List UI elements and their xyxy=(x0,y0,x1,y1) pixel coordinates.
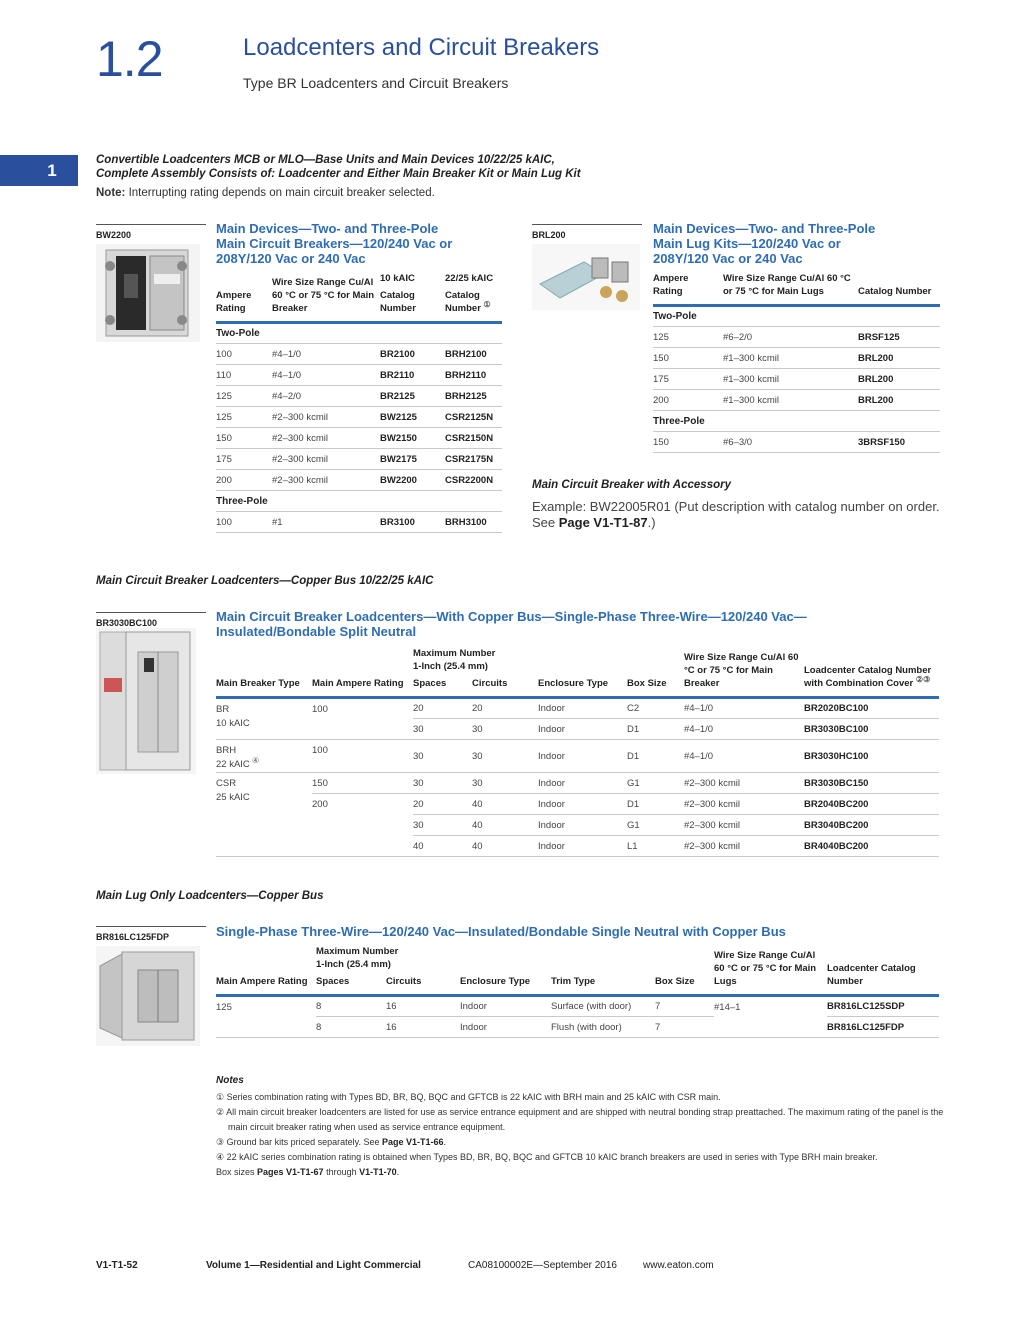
table-row xyxy=(216,740,939,773)
col-22kaic-sub xyxy=(445,289,498,315)
table1-group-three-pole xyxy=(216,491,502,512)
table1-title-line2: Main Circuit Breakers—120/240 Vac or xyxy=(216,236,453,251)
col-max-number-label: Maximum Number 1-Inch (25.4 mm) xyxy=(413,648,496,672)
section2-title xyxy=(216,609,807,639)
breaker-type-cell xyxy=(216,773,312,857)
accessory-text xyxy=(532,499,942,531)
page-title: Loadcenters and Circuit Breakers xyxy=(243,34,600,61)
group-label: Three-Pole xyxy=(216,491,502,512)
col-10kaic-label: 10 kAIC xyxy=(380,273,415,284)
enclosure-cell: Indoor xyxy=(460,996,551,1017)
ampere-cell: 100 xyxy=(216,344,272,365)
ampere-cell: 150 xyxy=(312,773,413,794)
col-wire: Wire Size Range Cu/Al 60 °C or 75 °C for Main Breaker xyxy=(272,272,380,323)
ampere-cell: 150 xyxy=(653,432,723,453)
enclosure-cell: Indoor xyxy=(460,1017,551,1038)
box-size-cell: D1 xyxy=(627,794,684,815)
notes-heading: Notes xyxy=(216,1075,244,1086)
table1-title-line3: 208Y/120 Vac or 240 Vac xyxy=(216,251,366,266)
col-22kaic xyxy=(445,272,502,323)
col-ampere: Ampere Rating xyxy=(653,272,723,306)
accessory-text-part1: Example: BW22005R01 (Put description with catalog number on order. See xyxy=(532,499,940,530)
table1-title xyxy=(216,221,452,266)
wire-cell: #2–300 kcmil xyxy=(684,773,804,794)
col-max-number xyxy=(316,945,460,996)
note-4: ④ 22 kAIC series combination rating is obtained when Types BD, BR, BQ, BQC and GFTCB 10 kAIC branch breakers are used in series with Type BRH main breaker. xyxy=(216,1152,878,1162)
catalog-22kaic-cell: CSR2175N xyxy=(445,449,502,470)
table2 xyxy=(653,272,940,453)
catalog-10kaic-cell: BW2200 xyxy=(380,470,445,491)
spaces-cell: 30 xyxy=(413,815,472,836)
wire-cell: #4–1/0 xyxy=(272,365,380,386)
circuits-cell: 40 xyxy=(472,815,538,836)
ampere-cell: 125 xyxy=(216,996,316,1038)
footer-volume xyxy=(206,1260,421,1271)
table-row xyxy=(216,794,939,815)
box-sizes-link-2[interactable]: V1-T1-70 xyxy=(359,1167,397,1177)
ampere-cell: 100 xyxy=(312,740,413,773)
catalog-10kaic-cell: BW2125 xyxy=(380,407,445,428)
group-label: Two-Pole xyxy=(653,306,940,327)
col-max-number xyxy=(413,647,538,698)
col-catalog xyxy=(804,647,939,698)
wire-cell: #1–300 kcmil xyxy=(723,369,858,390)
box-size-cell: D1 xyxy=(627,740,684,773)
spaces-cell: 30 xyxy=(413,740,472,773)
table-row xyxy=(216,386,502,407)
spaces-cell: 40 xyxy=(413,836,472,857)
image-label-brl200: BRL200 xyxy=(532,224,642,240)
catalog-10kaic-cell: BR2125 xyxy=(380,386,445,407)
circuits-cell: 40 xyxy=(472,836,538,857)
wire-cell: #2–300 kcmil xyxy=(272,407,380,428)
footer-catalog: CA08100002E—September 2016 xyxy=(468,1260,617,1271)
table-row xyxy=(216,996,939,1017)
catalog-10kaic-cell: BW2175 xyxy=(380,449,445,470)
footer-page-id xyxy=(96,1260,138,1271)
col-trim: Trim Type xyxy=(551,945,655,996)
table-row xyxy=(653,348,940,369)
ampere-cell: 100 xyxy=(216,512,272,533)
col-10kaic xyxy=(380,272,445,323)
table-row xyxy=(653,327,940,348)
group-label: Two-Pole xyxy=(216,323,502,344)
col-catalog: Loadcenter Catalog Number xyxy=(827,945,939,996)
catalog-10kaic-cell: BW2150 xyxy=(380,428,445,449)
breaker-kaic: 25 kAIC xyxy=(216,792,250,803)
table2-two-pole-body xyxy=(653,327,940,411)
trim-cell: Surface (with door) xyxy=(551,996,655,1017)
enclosure-cell: Indoor xyxy=(538,719,627,740)
breaker-type: BR xyxy=(216,704,230,715)
section3-heading: Main Lug Only Loadcenters—Copper Bus xyxy=(96,890,324,902)
spaces-cell: 20 xyxy=(413,698,472,719)
enclosure-cell: Indoor xyxy=(538,773,627,794)
catalog-10kaic-cell: BR3100 xyxy=(380,512,445,533)
box-size-cell: D1 xyxy=(627,719,684,740)
accessory-page-link[interactable]: Page V1-T1-87 xyxy=(558,515,648,530)
footnote-ref: ②③ xyxy=(915,674,931,684)
note-3-text: ③ Ground bar kits priced separately. See xyxy=(216,1137,382,1147)
group-label: Three-Pole xyxy=(653,411,940,432)
chapter-tab[interactable]: 1 xyxy=(0,155,78,186)
enclosure-cell: Indoor xyxy=(538,815,627,836)
wire-cell: #14–1 xyxy=(714,996,827,1038)
footer-page-id-text: V1-T1-52 xyxy=(96,1260,138,1271)
spaces-cell: 8 xyxy=(316,1017,386,1038)
note-3-end: . xyxy=(443,1137,447,1147)
catalog-22kaic-cell: BRH2100 xyxy=(445,344,502,365)
ampere-cell: 125 xyxy=(653,327,723,348)
circuits-cell: 16 xyxy=(386,1017,460,1038)
enclosure-cell: Indoor xyxy=(538,740,627,773)
table-row xyxy=(653,390,940,411)
section3-title: Single-Phase Three-Wire—120/240 Vac—Insulated/Bondable Single Neutral with Copper Bus xyxy=(216,924,786,939)
table-row xyxy=(216,365,502,386)
catalog-22kaic-cell: CSR2200N xyxy=(445,470,502,491)
trim-cell: Flush (with door) xyxy=(551,1017,655,1038)
table1-title-line1: Main Devices—Two- and Three-Pole xyxy=(216,221,439,236)
section-number: 1.2 xyxy=(96,31,163,87)
note-2: ② All main circuit breaker loadcenters are listed for use as service entrance equipment and are shipped with neutral bonding strap preattached. The maximum rating of the panel is the main circuit breaker rating when used as service entrance equipment. xyxy=(216,1107,944,1132)
spaces-cell: 30 xyxy=(413,773,472,794)
note-text: Interrupting rating depends on main circuit breaker selected. xyxy=(125,187,435,199)
image-label-br816lc125fdp: BR816LC125FDP xyxy=(96,926,206,942)
wire-cell: #4–2/0 xyxy=(272,386,380,407)
catalog-cell: BR816LC125FDP xyxy=(827,1017,939,1038)
col-22kaic-sub-text: Catalog Number xyxy=(445,290,481,314)
spaces-cell: 8 xyxy=(316,996,386,1017)
ampere-cell: 110 xyxy=(216,365,272,386)
spaces-cell: 30 xyxy=(413,719,472,740)
catalog-cell: BRSF125 xyxy=(858,327,940,348)
catalog-cell: BRL200 xyxy=(858,348,940,369)
intro-heading xyxy=(96,153,581,181)
col-enclosure: Enclosure Type xyxy=(460,945,551,996)
table3-body xyxy=(216,698,939,857)
section2-heading: Main Circuit Breaker Loadcenters—Copper Bus 10/22/25 kAIC xyxy=(96,575,434,587)
box-size-cell: G1 xyxy=(627,815,684,836)
enclosure-cell: Indoor xyxy=(538,836,627,857)
wire-cell: #2–300 kcmil xyxy=(272,428,380,449)
table4-body xyxy=(216,996,939,1038)
table-row xyxy=(216,449,502,470)
wire-cell: #1–300 kcmil xyxy=(723,348,858,369)
catalog-22kaic-cell: BRH3100 xyxy=(445,512,502,533)
table-row xyxy=(216,428,502,449)
wire-cell: #2–300 kcmil xyxy=(684,836,804,857)
table-row xyxy=(216,773,939,794)
intro-note xyxy=(96,187,435,199)
wire-cell: #6–3/0 xyxy=(723,432,858,453)
table2-group-three-pole xyxy=(653,411,940,432)
circuits-cell: 20 xyxy=(472,698,538,719)
note-box-sizes-mid: through xyxy=(323,1167,360,1177)
main-breaker-image xyxy=(96,244,200,342)
accessory-heading: Main Circuit Breaker with Accessory xyxy=(532,479,731,491)
table-row xyxy=(653,432,940,453)
catalog-cell: BR816LC125SDP xyxy=(827,996,939,1017)
table1-three-pole-body xyxy=(216,512,502,533)
breaker-kaic: 10 kAIC xyxy=(216,718,250,729)
loadcenter-image xyxy=(96,628,196,774)
section2-title-line2: Insulated/Bondable Split Neutral xyxy=(216,624,417,639)
mlo-loadcenter-image xyxy=(96,946,200,1046)
col-catalog-label: Loadcenter Catalog Number with Combination Cover xyxy=(804,665,932,689)
col-22kaic-label: 22/25 kAIC xyxy=(445,273,494,284)
wire-cell: #2–300 kcmil xyxy=(684,815,804,836)
circuits-cell: 16 xyxy=(386,996,460,1017)
intro-heading-line2: Complete Assembly Consists of: Loadcenter and Either Main Breaker Kit or Main Lug Kit xyxy=(96,168,581,180)
box-size-cell: L1 xyxy=(627,836,684,857)
catalog-cell: BR3030BC100 xyxy=(804,719,939,740)
breaker-type-cell xyxy=(216,698,312,740)
enclosure-cell: Indoor xyxy=(538,794,627,815)
catalog-cell: BR4040BC200 xyxy=(804,836,939,857)
table-row xyxy=(216,470,502,491)
col-enclosure: Enclosure Type xyxy=(538,647,627,698)
col-main-breaker-type: Main Breaker Type xyxy=(216,647,312,698)
col-spaces: Spaces xyxy=(413,678,447,689)
table1-group-two-pole xyxy=(216,323,502,344)
col-max-number-sub xyxy=(316,975,456,988)
wire-cell: #2–300 kcmil xyxy=(272,470,380,491)
box-size-cell: 7 xyxy=(655,996,714,1017)
note-box-sizes xyxy=(216,1165,946,1180)
note-3 xyxy=(216,1135,946,1150)
notes xyxy=(216,1073,946,1180)
col-circuits: Circuits xyxy=(386,976,422,987)
note-label: Note: xyxy=(96,187,126,199)
catalog-cell: 3BRSF150 xyxy=(858,432,940,453)
col-max-number-sub xyxy=(413,677,534,690)
catalog-cell: BR3030BC150 xyxy=(804,773,939,794)
wire-cell: #4–1/0 xyxy=(684,698,804,719)
table-row xyxy=(216,512,502,533)
table3-header-row xyxy=(216,647,939,698)
catalog-cell: BR2040BC200 xyxy=(804,794,939,815)
table2-title-line1: Main Devices—Two- and Three-Pole xyxy=(653,221,876,236)
catalog-22kaic-cell: BRH2125 xyxy=(445,386,502,407)
breaker-type: BRH xyxy=(216,745,237,756)
col-box-size: Box Size xyxy=(627,647,684,698)
table-row xyxy=(216,407,502,428)
ampere-cell: 125 xyxy=(216,386,272,407)
ampere-cell: 200 xyxy=(653,390,723,411)
table2-title-line3: 208Y/120 Vac or 240 Vac xyxy=(653,251,803,266)
ampere-cell: 150 xyxy=(653,348,723,369)
col-main-ampere: Main Ampere Rating xyxy=(312,647,413,698)
table2-header-row xyxy=(653,272,940,306)
box-size-cell: 7 xyxy=(655,1017,714,1038)
accessory-text-part2: .) xyxy=(647,515,656,530)
col-10kaic-sub: Catalog Number xyxy=(380,290,416,314)
catalog-cell: BR3030HC100 xyxy=(804,740,939,773)
footer-url[interactable]: www.eaton.com xyxy=(643,1260,714,1271)
image-label-bw2200: BW2200 xyxy=(96,224,206,240)
wire-cell: #6–2/0 xyxy=(723,327,858,348)
ampere-cell: 150 xyxy=(216,428,272,449)
catalog-10kaic-cell: BR2100 xyxy=(380,344,445,365)
circuits-cell: 40 xyxy=(472,794,538,815)
table-row xyxy=(216,344,502,365)
catalog-cell: BR3040BC200 xyxy=(804,815,939,836)
catalog-cell: BRL200 xyxy=(858,390,940,411)
table2-title-line2: Main Lug Kits—120/240 Vac or xyxy=(653,236,841,251)
ampere-cell: 200 xyxy=(216,470,272,491)
section2-title-line1: Main Circuit Breaker Loadcenters—With Copper Bus—Single-Phase Three-Wire—120/240 Vac— xyxy=(216,609,807,624)
lug-kit-image xyxy=(532,244,640,310)
spaces-cell: 20 xyxy=(413,794,472,815)
col-wire: Wire Size Range Cu/Al 60 °C or 75 °C for Main Breaker xyxy=(684,647,804,698)
col-ampere: Ampere Rating xyxy=(216,272,272,323)
enclosure-cell: Indoor xyxy=(538,698,627,719)
catalog-cell: BR2020BC100 xyxy=(804,698,939,719)
footnote-ref: ① xyxy=(483,299,491,309)
table-row xyxy=(216,1017,939,1038)
table-row xyxy=(216,698,939,719)
breaker-kaic: 22 kAIC ④ xyxy=(216,755,260,770)
wire-cell: #4–1/0 xyxy=(684,719,804,740)
circuits-cell: 30 xyxy=(472,740,538,773)
col-wire: Wire Size Range Cu/Al 60 °C or 75 °C for Main Lugs xyxy=(714,945,827,996)
wire-cell: #1 xyxy=(272,512,380,533)
note-1: ① Series combination rating with Types BD, BR, BQ, BQC and GFTCB is 22 kAIC with BRH main and 25 kAIC with CSR main. xyxy=(216,1092,721,1102)
wire-cell: #4–1/0 xyxy=(272,344,380,365)
intro-heading-line1: Convertible Loadcenters MCB or MLO—Base Units and Main Devices 10/22/25 kAIC, xyxy=(96,154,555,166)
box-size-cell: G1 xyxy=(627,773,684,794)
catalog-22kaic-cell: CSR2125N xyxy=(445,407,502,428)
table1 xyxy=(216,272,502,533)
col-circuits: Circuits xyxy=(472,678,508,689)
wire-cell: #1–300 kcmil xyxy=(723,390,858,411)
footer-volume-text: Volume 1—Residential and Light Commercial xyxy=(206,1260,421,1271)
table2-group-two-pole xyxy=(653,306,940,327)
note-3-link[interactable]: Page V1-T1-66 xyxy=(381,1137,444,1147)
table2-title xyxy=(653,221,875,266)
wire-cell: #2–300 kcmil xyxy=(272,449,380,470)
breaker-type-cell xyxy=(216,740,312,773)
wire-cell: #2–300 kcmil xyxy=(684,794,804,815)
image-label-br3030bc100: BR3030BC100 xyxy=(96,612,206,628)
catalog-cell: BRL200 xyxy=(858,369,940,390)
col-main-ampere: Main Ampere Rating xyxy=(216,945,316,996)
col-wire: Wire Size Range Cu/Al 60 °C or 75 °C for Main Lugs xyxy=(723,272,858,306)
circuits-cell: 30 xyxy=(472,773,538,794)
footnote-ref: ④ xyxy=(249,755,260,765)
ampere-cell: 125 xyxy=(216,407,272,428)
table1-two-pole-body xyxy=(216,344,502,491)
note-box-sizes-text: Box sizes xyxy=(216,1167,258,1177)
table4 xyxy=(216,945,939,1038)
table2-three-pole-body xyxy=(653,432,940,453)
table1-header-row xyxy=(216,272,502,323)
box-size-cell: C2 xyxy=(627,698,684,719)
catalog-10kaic-cell: BR2110 xyxy=(380,365,445,386)
note-box-sizes-end: . xyxy=(396,1167,400,1177)
catalog-22kaic-cell: CSR2150N xyxy=(445,428,502,449)
catalog-22kaic-cell: BRH2110 xyxy=(445,365,502,386)
ampere-cell: 200 xyxy=(312,794,413,857)
col-spaces: Spaces xyxy=(316,976,350,987)
table-row xyxy=(653,369,940,390)
ampere-cell: 100 xyxy=(312,698,413,740)
ampere-cell: 175 xyxy=(653,369,723,390)
ampere-cell: 175 xyxy=(216,449,272,470)
circuits-cell: 30 xyxy=(472,719,538,740)
page-subtitle: Type BR Loadcenters and Circuit Breakers xyxy=(243,75,509,91)
breaker-type: CSR xyxy=(216,778,237,789)
col-max-number-label: Maximum Number 1-Inch (25.4 mm) xyxy=(316,946,399,970)
col-box-size: Box Size xyxy=(655,945,714,996)
table4-header-row xyxy=(216,945,939,996)
wire-cell: #4–1/0 xyxy=(684,740,804,773)
col-catalog: Catalog Number xyxy=(858,272,940,306)
table3 xyxy=(216,647,939,857)
box-sizes-link-1[interactable]: Pages V1-T1-67 xyxy=(257,1167,324,1177)
